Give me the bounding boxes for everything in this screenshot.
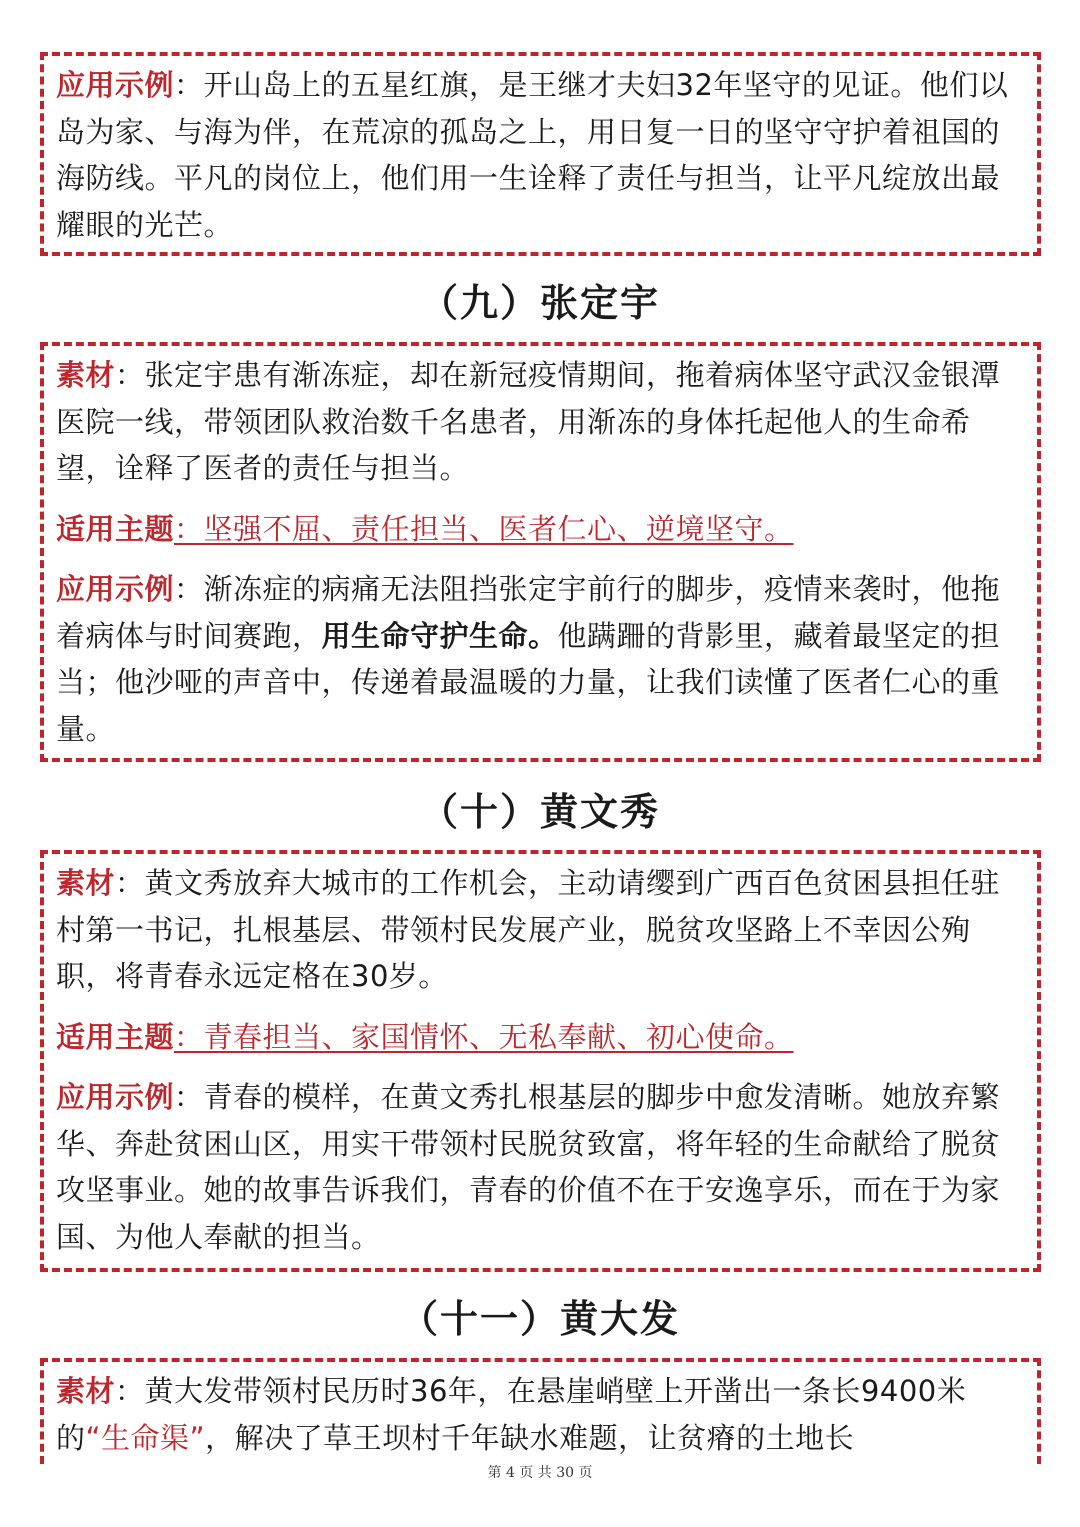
material-text-cont: ，解决了草王坝村千年缺水难题，让贫瘠的土地长 <box>205 1420 855 1455</box>
separator: ： <box>174 572 204 606</box>
theme-label: 适用主题 <box>56 511 175 546</box>
material-paragraph <box>56 352 1027 492</box>
section-heading-11: （十一）黄大发 <box>399 1297 680 1341</box>
theme-paragraph <box>56 1014 1027 1061</box>
example-bold-text: 用生命守护生命。 <box>321 618 558 653</box>
material-paragraph <box>56 1368 1027 1461</box>
material-quote: “生命渠” <box>85 1420 206 1455</box>
material-text: 张定宇患有渐冻症，却在新冠疫情期间，拖着病体坚守武汉金银潭医院一线，带领团队救治数千名患者，用渐冻的身体托起他人的生命希望，诠释了医者的责任与担当。 <box>56 358 1001 485</box>
example-label: 应用示例 <box>56 1080 175 1114</box>
theme-label: 适用主题 <box>56 1019 175 1054</box>
section-box-9 <box>40 342 1041 762</box>
material-text: 黄文秀放弃大城市的工作机会，主动请缨到广西百色贫困县担任驻村第一书记，扎根基层、带领村民发展产业，脱贫攻坚路上不幸因公殉职，将青春永远定格在30岁。 <box>56 866 1001 993</box>
material-text: 黄大发带领村民历时36年，在悬崖峭壁上开凿出一条长9400米的 <box>56 1374 967 1455</box>
section-box-11 <box>40 1358 1041 1464</box>
material-label: 素材 <box>56 866 116 900</box>
material-paragraph <box>56 860 1027 1000</box>
separator: ： <box>115 866 145 900</box>
separator: ： <box>115 1374 145 1408</box>
theme-paragraph <box>56 506 1027 553</box>
page-footer: 第 4 页 共 30 页 <box>487 1465 593 1481</box>
example-paragraph <box>56 566 1027 752</box>
separator: ： <box>174 1080 204 1114</box>
example-text: 青春的模样，在黄文秀扎根基层的脚步中愈发清晰。她放弃繁华、奔赴贫困山区，用实干带领村民脱贫致富，将年轻的生命献给了脱贫攻坚事业。她的故事告诉我们，青春的价值不在于安逸享乐，而在于为家国、为他人奉献的担当。 <box>56 1080 1001 1254</box>
example-label: 应用示例 <box>56 572 175 606</box>
example-paragraph <box>56 62 1027 248</box>
section-box-10 <box>40 850 1041 1272</box>
separator: ： <box>174 68 204 102</box>
example-label: 应用示例 <box>56 68 175 102</box>
theme-text: ：坚强不屈、责任担当、医者仁心、逆境坚守。 <box>174 511 794 546</box>
example-paragraph <box>56 1074 1027 1260</box>
section-heading-9: （九）张定宇 <box>419 281 660 325</box>
example-box-continued <box>40 52 1041 256</box>
example-text: 开山岛上的五星红旗，是王继才夫妇32年坚守的见证。他们以岛为家、与海为伴，在荒凉的孤岛之上，用日复一日的坚守守护着祖国的海防线。平凡的岗位上，他们用一生诠释了责任与担当，让平凡绽放出最耀眼的光芒。 <box>56 68 1009 242</box>
example-text: 渐冻症的病痛无法阻挡张定宇前行的脚步，疫情来袭时，他拖着病体与时间赛跑， <box>56 572 1001 653</box>
material-label: 素材 <box>56 358 116 392</box>
example-text-cont: 他蹒跚的背影里，藏着最坚定的担当；他沙哑的声音中，传递着最温暖的力量，让我们读懂了医者仁心的重量。 <box>56 618 1001 746</box>
section-heading-10: （十）黄文秀 <box>419 790 660 834</box>
material-label: 素材 <box>56 1374 116 1408</box>
theme-text: ：青春担当、家国情怀、无私奉献、初心使命。 <box>174 1019 794 1054</box>
separator: ： <box>115 358 145 392</box>
